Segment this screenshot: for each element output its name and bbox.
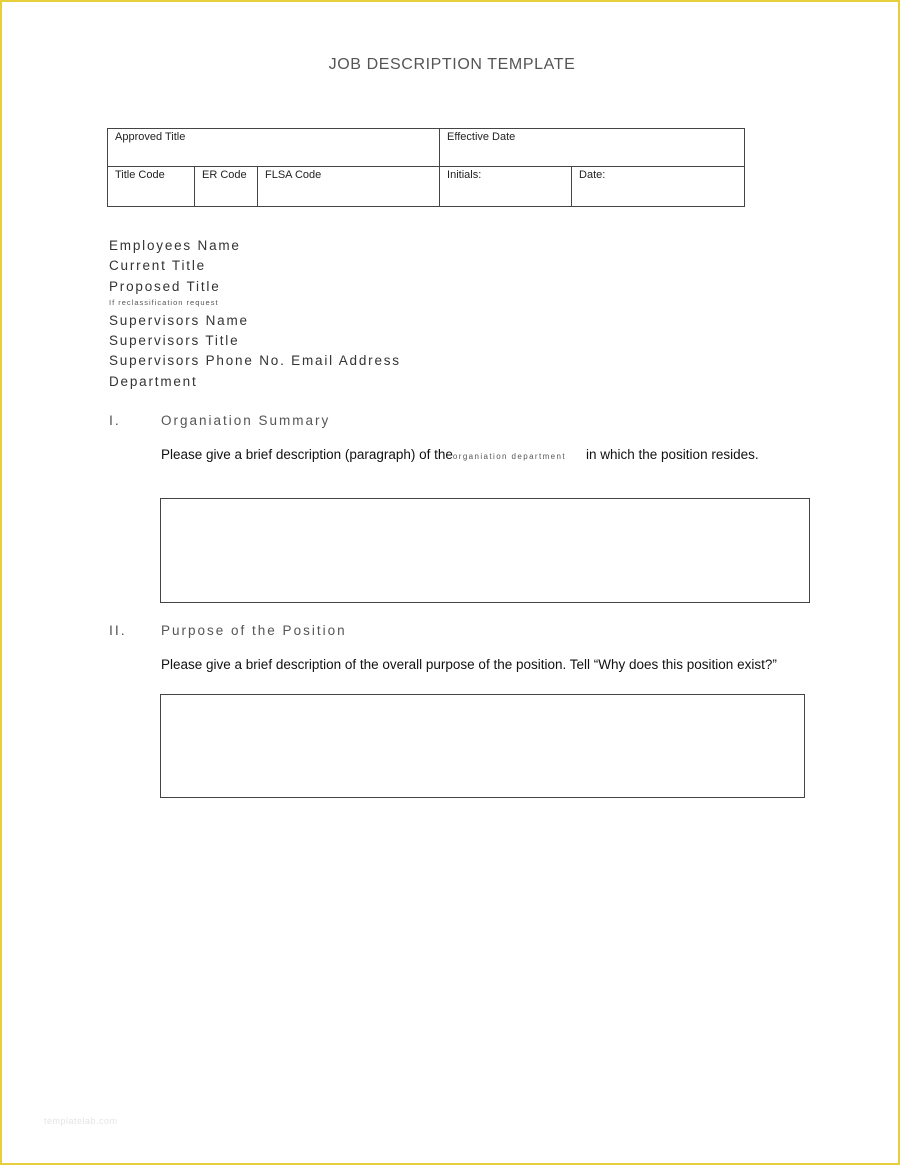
proposed-title-label: Proposed Title — [109, 278, 221, 294]
title-code-cell[interactable] — [108, 167, 195, 207]
employees-name-label: Employees Name — [109, 238, 241, 253]
supervisors-title-label: Supervisors Title — [109, 333, 240, 349]
flsa-code-cell[interactable] — [258, 167, 440, 207]
supervisors-contact-label: Supervisors Phone No. Email Address — [109, 353, 401, 369]
section-2-instruction: Please give a brief description of the overall purpose of the position. Tell “Why does this position exist?” — [161, 657, 777, 672]
supervisors-name-label: Supervisors Name — [109, 312, 249, 328]
current-title-label: Current Title — [109, 258, 206, 274]
date-label: Date: — [579, 169, 606, 181]
employee-fields — [109, 236, 401, 392]
approved-title-cell[interactable] — [108, 129, 440, 167]
section-1-title: Organiation Summary — [161, 413, 331, 428]
flsa-code-label: FLSA Code — [265, 169, 322, 181]
er-code-label: ER Code — [202, 169, 247, 181]
section-1-instruction — [161, 447, 759, 462]
section-1-instruction-inline: organiation department — [452, 452, 566, 461]
section-1-instruction-start: Please give a brief description (paragraph) of the — [161, 447, 453, 462]
section-2-answer-box[interactable] — [160, 694, 805, 798]
er-code-cell[interactable] — [195, 167, 258, 207]
watermark: templatelab.com — [44, 1116, 118, 1126]
effective-date-label: Effective Date — [447, 131, 516, 143]
section-2-title: Purpose of the Position — [161, 623, 347, 638]
section-1-number: I. — [109, 412, 121, 428]
title-code-label: Title Code — [115, 169, 165, 181]
approved-title-label: Approved Title — [115, 131, 186, 143]
header-table — [107, 128, 745, 207]
reclassification-note: If reclassification request — [109, 297, 219, 307]
section-1-answer-box[interactable] — [160, 498, 810, 603]
section-2-number: II. — [109, 622, 127, 638]
initials-cell[interactable] — [440, 167, 572, 207]
date-cell[interactable] — [572, 167, 745, 207]
department-label: Department — [109, 373, 198, 389]
document-title: JOB DESCRIPTION TEMPLATE — [328, 56, 576, 73]
effective-date-cell[interactable] — [440, 129, 745, 167]
section-1-instruction-end: in which the position resides. — [586, 447, 759, 462]
initials-label: Initials: — [447, 169, 482, 181]
